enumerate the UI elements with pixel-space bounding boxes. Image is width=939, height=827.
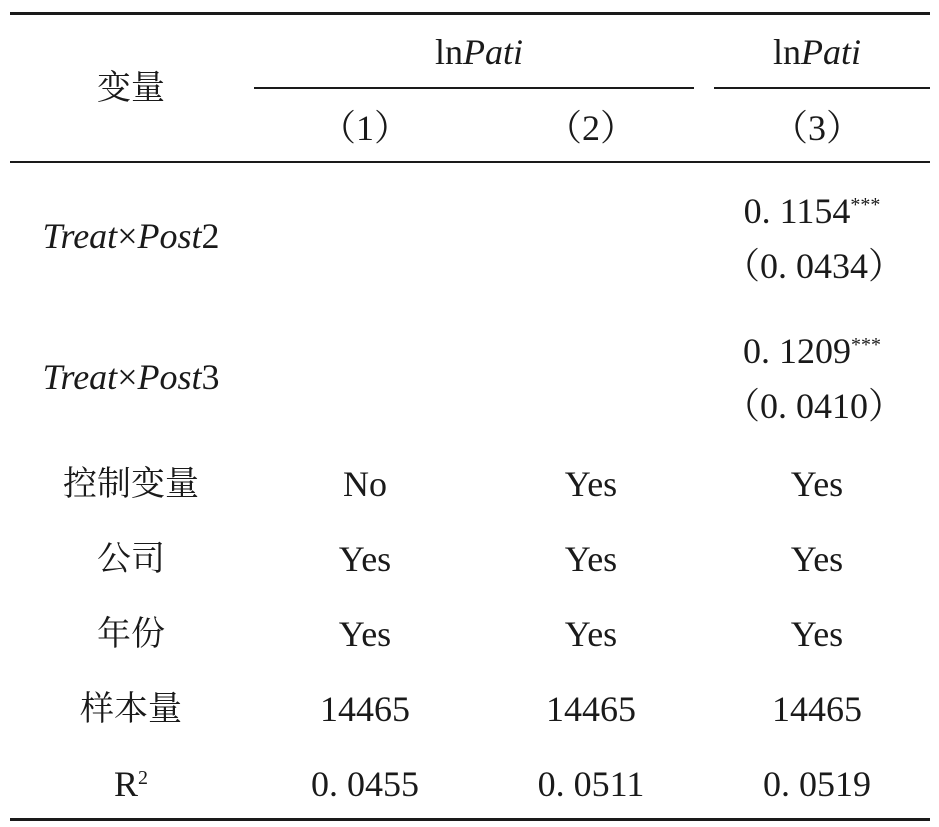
row-label-treat-post3 <box>42 357 219 397</box>
controls-col3: Yes <box>790 464 844 504</box>
group2-title-italic: Pati <box>801 32 862 72</box>
controls-col2: Yes <box>564 464 618 504</box>
label-post: Post <box>137 216 202 256</box>
label-post: Post <box>137 357 202 397</box>
coef-treat-post2-col3 <box>744 191 881 231</box>
r2-base: R <box>113 764 139 804</box>
group1-title <box>435 32 523 72</box>
label-treat: Treat <box>42 216 118 256</box>
group2-title-prefix: ln <box>772 32 802 72</box>
se-treat-post3-col3: （0. 0410） <box>723 386 905 426</box>
r2-superscript: 2 <box>138 767 149 789</box>
group1-title-prefix: ln <box>434 32 464 72</box>
row-label-r2 <box>114 764 148 804</box>
variable-header: 变量 <box>97 68 165 108</box>
label-times: × <box>117 357 138 397</box>
n-col1: 14465 <box>320 689 410 729</box>
se-treat-post2-col3: （0. 0434） <box>723 246 905 286</box>
top-rule <box>10 12 930 15</box>
header-rule <box>10 161 930 163</box>
bottom-rule <box>10 818 930 821</box>
year-col1: Yes <box>338 614 392 654</box>
group2-title <box>773 32 861 72</box>
label-num: 2 <box>201 216 220 256</box>
row-label-sample-size: 样本量 <box>80 689 182 729</box>
coef-value: 0. 1154 <box>743 191 851 231</box>
firm-col2: Yes <box>564 539 618 579</box>
row-label-year: 年份 <box>97 614 165 654</box>
row-label-controls: 控制变量 <box>63 464 199 504</box>
controls-col1: No <box>343 464 387 504</box>
year-col2: Yes <box>564 614 618 654</box>
label-times: × <box>117 216 138 256</box>
row-label-firm: 公司 <box>97 539 165 579</box>
n-col2: 14465 <box>546 689 636 729</box>
firm-col3: Yes <box>790 539 844 579</box>
year-col3: Yes <box>790 614 844 654</box>
r2-col1: 0. 0455 <box>311 764 419 804</box>
significance-stars: *** <box>851 334 881 356</box>
r2-col3: 0. 0519 <box>763 764 871 804</box>
r2-col2: 0. 0511 <box>537 764 645 804</box>
label-num: 3 <box>201 357 220 397</box>
firm-col1: Yes <box>338 539 392 579</box>
row-label-treat-post2 <box>42 216 219 256</box>
group1-title-italic: Pati <box>463 32 524 72</box>
label-treat: Treat <box>42 357 118 397</box>
group1-underline <box>254 87 694 89</box>
significance-stars: *** <box>850 194 881 216</box>
column-header-3: （3） <box>771 108 863 148</box>
coef-treat-post3-col3 <box>743 331 881 371</box>
group2-underline <box>714 87 930 89</box>
column-header-2: （2） <box>545 108 637 148</box>
n-col3: 14465 <box>772 689 862 729</box>
coef-value: 0. 1209 <box>743 331 851 371</box>
column-header-1: （1） <box>319 108 411 148</box>
